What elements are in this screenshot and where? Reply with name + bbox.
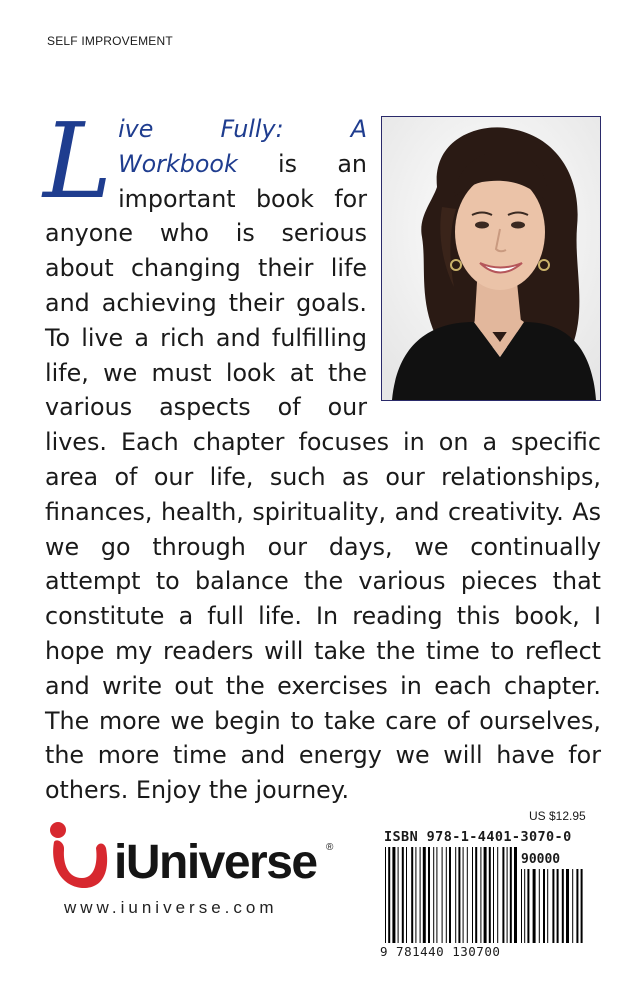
barcode-bar [446,847,447,943]
barcode-bar [385,847,386,943]
drop-cap: L [43,100,113,222]
publisher-name: iUniverse [114,836,317,889]
barcode-bar [458,847,460,943]
barcode-bar [507,847,508,943]
author-photo [381,116,601,401]
publisher-website[interactable]: www.iuniverse.com [64,898,278,917]
book-category: SELF IMPROVEMENT [47,34,173,48]
barcode-bar [475,847,477,943]
barcode-bar [502,847,504,943]
barcode-bar [484,847,487,943]
barcode-bar [442,847,443,943]
barcode-bar [480,847,481,943]
barcode-addon-bar [524,869,525,943]
book-title: ive Fully: A Workbook [118,115,367,178]
barcode-bar [433,847,434,943]
blurb-text: is an important book for anyone who is serious about changing their life and achieving their goals. To live a rich and fulfilling life, we must look at the various aspects of our lives. Each chapter focuses in on a specific area of our life, such as our relationships, finances, health, spirituality, and creativity. As we go through our days, we continually attempt to balance the various pieces that constitute a full life. In reading this book, I hope my readers will take the time to reflect and write out the exercises in each chapter. The more we begin to take care of ourselves, the more time and energy we will have for others. Enjoy the journey. [45,149,601,805]
barcode-bar [406,847,407,943]
barcode-addon-bar [562,869,564,943]
barcode-addon-bar [527,869,529,943]
barcode-bar [514,847,517,943]
isbn-barcode [371,823,597,965]
barcode-bar [436,847,437,943]
price-label: US $12.95 [529,809,586,823]
barcode-bar [420,847,421,943]
barcode-bar [463,847,464,943]
barcode-addon-bar [521,869,522,943]
barcode-bar [411,847,413,943]
barcode-addon-bar [566,869,569,943]
barcode-addon-bar [581,869,583,943]
barcode-bar [489,847,491,943]
barcode-addon-bar [572,869,573,943]
barcode-addon-bar [552,869,554,943]
barcode-addon-bar [557,869,559,943]
isbn-text: ISBN 978-1-4401-3070-0 [384,829,572,845]
barcode-bar [455,847,456,943]
iuniverse-logo-mark-icon [48,820,114,892]
barcode-bar [428,847,430,943]
barcode-addon-bar [543,869,545,943]
barcode-bar [423,847,426,943]
barcode-bar [510,847,512,943]
barcode-addon-bar [576,869,578,943]
barcode-ean-number: 9 781440 130700 [380,944,501,959]
barcode-bar [392,847,395,943]
barcode-bar [472,847,473,943]
barcode-addon-number: 90000 [521,852,561,867]
barcode-bar [493,847,494,943]
back-cover-blurb [43,100,601,808]
barcode-bar [415,847,416,943]
barcode-bar [467,847,468,943]
barcode-bar [449,847,451,943]
barcode-bar [398,847,399,943]
barcode-addon-bar [533,869,536,943]
barcode-addon-bar [539,869,540,943]
barcode-bar [402,847,404,943]
barcode-bar [388,847,390,943]
barcode-addon-bar [547,869,548,943]
barcode-bar [497,847,498,943]
registered-mark: ® [326,842,334,853]
